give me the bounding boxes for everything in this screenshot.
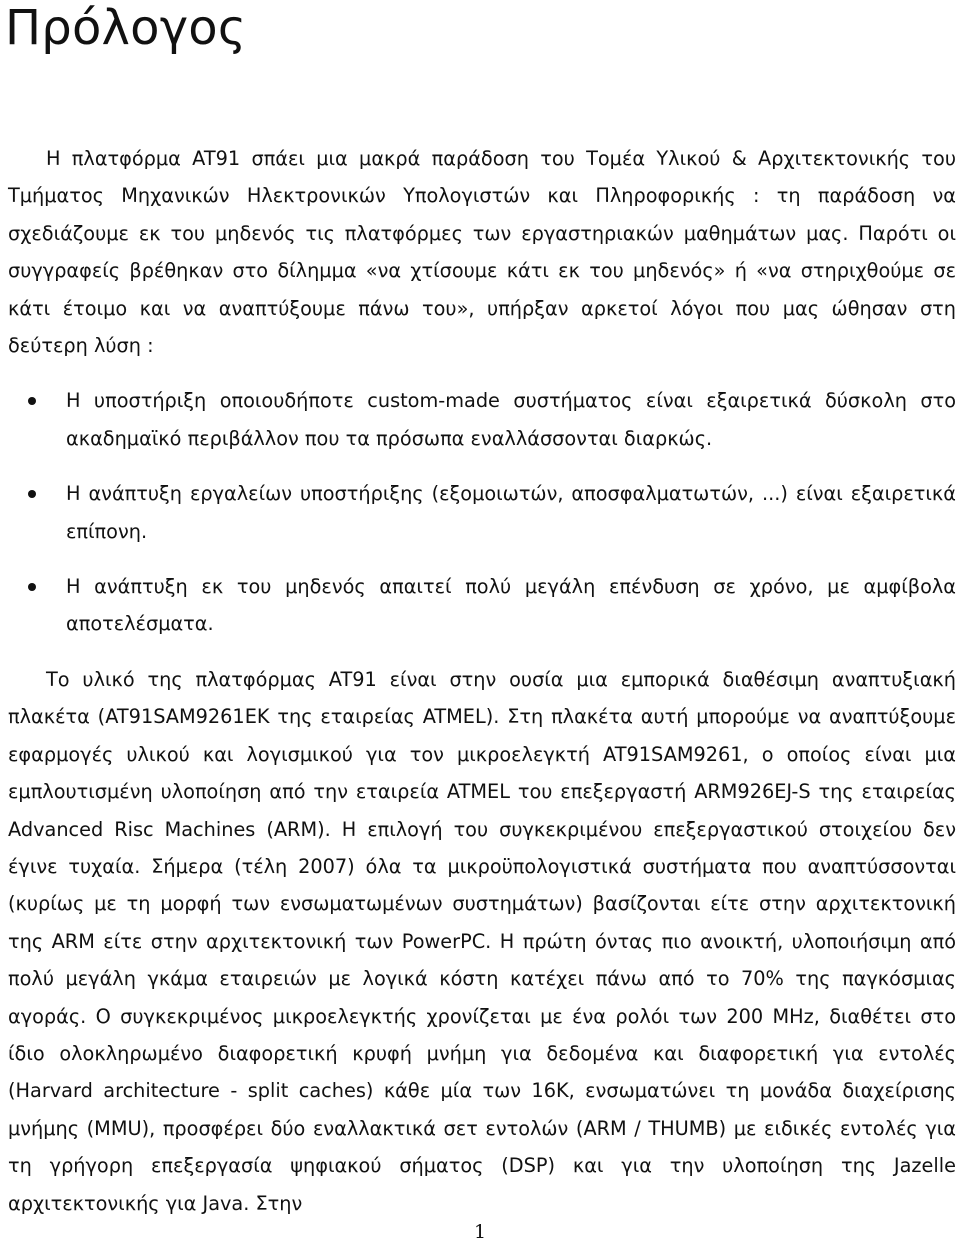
intro-paragraph: Η πλατφόρμα AT91 σπάει μια μακρά παράδοση του Τομέα Υλικού & Αρχιτεκτονικής του Τμήματος Μηχανικών Ηλεκτρονικών Υπολογιστών και Πληροφορικής : τη παράδοση να σχεδιάζουμε εκ του μηδενός τις πλατφόρμες των εργαστηριακών μαθημάτων μας. Παρότι οι συγγραφείς βρέθηκαν στο δίλημμα «να χτίσουμε κάτι εκ του μηδενός» ή «να στηριχθούμε σε κάτι έτοιμο και να αναπτύξουμε πάνω του», υπήρξαν αρκετοί λόγοι που μας ώθησαν στη δεύτερη λύση : — [8, 147, 956, 358]
list-item: Η υποστήριξη οποιουδήποτε custom-made συστήματος είναι εξαιρετικά δύσκολη στο ακαδημαϊκό περιβάλλον που τα πρόσωπα εναλλάσσονται διαρκώς. — [8, 382, 956, 457]
page-number: 1 — [473, 1221, 487, 1243]
document-body — [8, 140, 956, 1222]
reasons-list — [8, 382, 956, 642]
page-title: Πρόλογος — [5, 0, 247, 56]
list-item: Η ανάπτυξη εργαλείων υποστήριξης (εξομοιωτών, αποσφαλματωτών, ...) είναι εξαιρετικά επίπονη. — [8, 475, 956, 550]
list-item: Η ανάπτυξη εκ του μηδενός απαιτεί πολύ μεγάλη επένδυση σε χρόνο, με αμφίβολα αποτελέσματα. — [8, 568, 956, 643]
body-paragraph: Το υλικό της πλατφόρμας AT91 είναι στην ουσία μια εμπορικά διαθέσιμη αναπτυξιακή πλακέτα (AT91SAM9261EK της εταιρείας ATMEL). Στη πλακέτα αυτή μπορούμε να αναπτύξουμε εφαρμογές υλικού και λογισμικού για τον μικροελεγκτή AT91SAM9261, ο οποίος είναι μια εμπλουτισμένη υλοποίηση από την εταιρεία ATMEL του επεξεργαστή ARM926EJ-S της εταιρείας Advanced Risc Machines (ARM). Η επιλογή του συγκεκριμένου επεξεργαστικού στοιχείου δεν έγινε τυχαία. Σήμερα (τέλη 2007) όλα τα μικροϋπολογιστικά συστήματα που αναπτύσσονται (κυρίως με τη μορφή των ενσωματωμένων συστημάτων) βασίζονται είτε στην αρχιτεκτονική της ARM είτε στην αρχιτεκτονική των PowerPC. Η πρώτη όντας πιο ανοικτή, υλοποιήσιμη από πολύ μεγάλη γκάμα εταιρειών με λογικά κόστη κατέχει πάνω από το 70% της παγκόσμιας αγοράς. Ο συγκεκριμένος μικροελεγκτής χρονίζεται με ένα ρολόι των 200 MHz, διαθέτει στο ίδιο ολοκληρωμένο διαφορετική κρυφή μνήμη για δεδομένα και διαφορετική για εντολές (Harvard architecture - split caches) κάθε μία των 16K, ενσωματώνει τη μονάδα διαχείρισης μνήμης (MMU), προσφέρει δύο εναλλακτικά σετ εντολών (ARM / THUMB) με ειδικές εντολές για τη γρήγορη επεξεργασία ψηφιακού σήματος (DSP) και για την υλοποίηση της Jazelle αρχιτεκτονικής για Java. Στην — [8, 667, 956, 1215]
